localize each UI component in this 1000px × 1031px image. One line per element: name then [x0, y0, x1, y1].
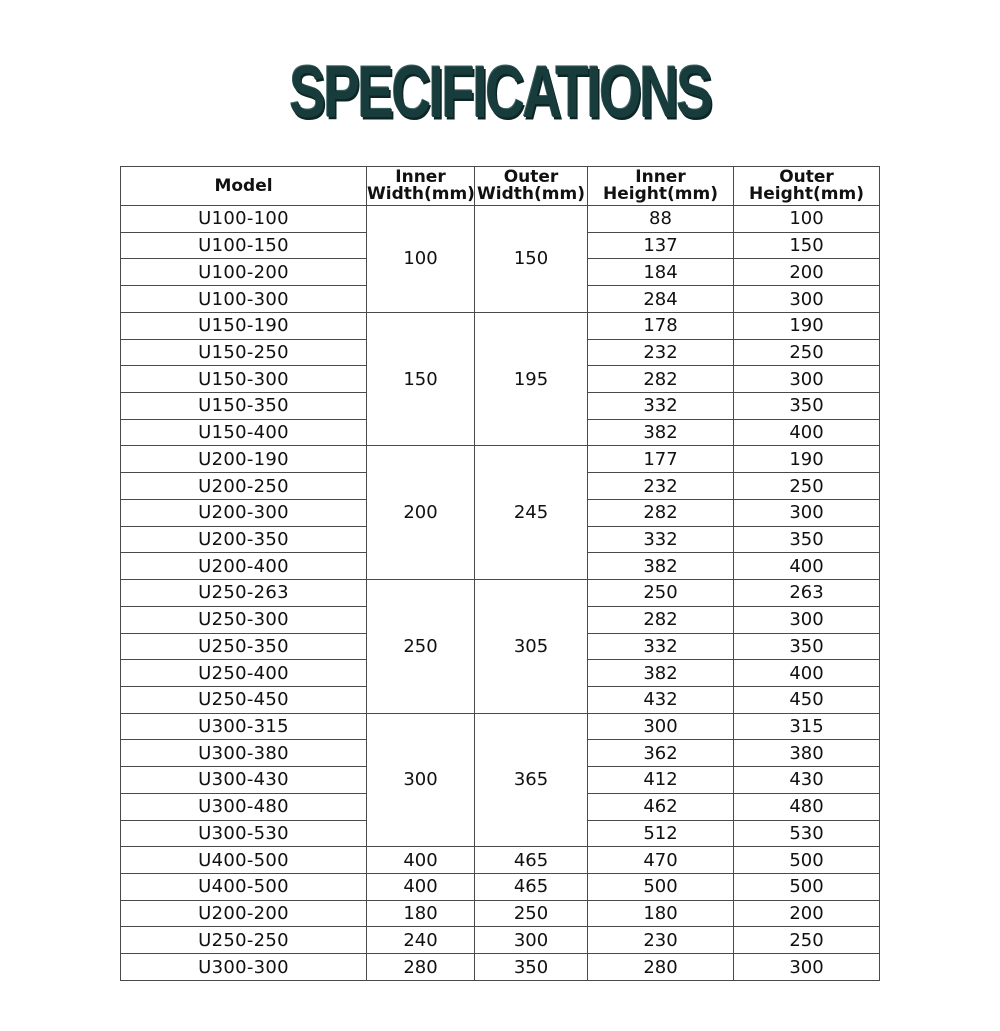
model-cell: U150-250	[121, 339, 367, 366]
outer-height-cell: 430	[734, 767, 880, 794]
inner-width-cell: 180	[367, 900, 475, 927]
table-row	[121, 713, 880, 740]
inner-height-cell: 300	[588, 713, 734, 740]
outer-height-cell: 380	[734, 740, 880, 767]
table-row	[121, 446, 880, 473]
inner-width-cell: 400	[367, 873, 475, 900]
outer-height-cell: 530	[734, 820, 880, 847]
outer-height-cell: 150	[734, 232, 880, 259]
model-cell: U200-350	[121, 526, 367, 553]
model-cell: U200-250	[121, 473, 367, 500]
table-row	[121, 206, 880, 233]
outer-height-cell: 100	[734, 206, 880, 233]
inner-width-cell: 240	[367, 927, 475, 954]
inner-height-cell: 230	[588, 927, 734, 954]
table-row	[121, 900, 880, 927]
outer-width-cell: 150	[475, 206, 588, 313]
model-cell: U250-263	[121, 580, 367, 607]
inner-height-cell: 462	[588, 793, 734, 820]
model-cell: U150-350	[121, 393, 367, 420]
outer-height-cell: 315	[734, 713, 880, 740]
outer-height-cell: 400	[734, 660, 880, 687]
inner-height-cell: 470	[588, 847, 734, 874]
inner-height-cell: 232	[588, 339, 734, 366]
outer-width-cell: 250	[475, 900, 588, 927]
page-title: SPECIFICATIONS	[289, 51, 711, 133]
inner-height-cell: 88	[588, 206, 734, 233]
outer-width-cell: 465	[475, 847, 588, 874]
inner-width-cell: 400	[367, 847, 475, 874]
outer-width-cell: 305	[475, 580, 588, 714]
outer-height-cell: 450	[734, 686, 880, 713]
inner-width-cell: 280	[367, 954, 475, 981]
inner-height-cell: 282	[588, 606, 734, 633]
inner-height-cell: 137	[588, 232, 734, 259]
outer-height-cell: 250	[734, 473, 880, 500]
table-row	[121, 847, 880, 874]
table-row	[121, 580, 880, 607]
model-cell: U400-500	[121, 847, 367, 874]
outer-height-cell: 250	[734, 927, 880, 954]
inner-height-cell: 177	[588, 446, 734, 473]
inner-width-cell: 200	[367, 446, 475, 580]
table-row	[121, 954, 880, 981]
model-cell: U250-450	[121, 686, 367, 713]
inner-height-cell: 282	[588, 366, 734, 393]
inner-height-cell: 412	[588, 767, 734, 794]
model-cell: U300-380	[121, 740, 367, 767]
outer-height-cell: 250	[734, 339, 880, 366]
outer-height-cell: 500	[734, 847, 880, 874]
inner-width-cell: 250	[367, 580, 475, 714]
model-cell: U300-480	[121, 793, 367, 820]
inner-width-cell: 100	[367, 206, 475, 313]
inner-height-cell: 432	[588, 686, 734, 713]
model-cell: U100-100	[121, 206, 367, 233]
header-outer-height: Outer Height(mm)	[734, 167, 880, 206]
outer-height-cell: 200	[734, 900, 880, 927]
inner-height-cell: 180	[588, 900, 734, 927]
model-cell: U300-430	[121, 767, 367, 794]
table-row	[121, 312, 880, 339]
outer-height-cell: 300	[734, 499, 880, 526]
outer-height-cell: 300	[734, 286, 880, 313]
outer-height-cell: 300	[734, 606, 880, 633]
model-cell: U300-530	[121, 820, 367, 847]
inner-height-cell: 382	[588, 553, 734, 580]
outer-height-cell: 500	[734, 873, 880, 900]
outer-width-cell: 365	[475, 713, 588, 847]
specifications-table	[120, 166, 880, 981]
model-cell: U300-300	[121, 954, 367, 981]
inner-height-cell: 178	[588, 312, 734, 339]
model-cell: U200-200	[121, 900, 367, 927]
header-model: Model	[121, 167, 367, 206]
outer-height-cell: 263	[734, 580, 880, 607]
inner-height-cell: 382	[588, 419, 734, 446]
outer-height-cell: 350	[734, 393, 880, 420]
inner-height-cell: 362	[588, 740, 734, 767]
model-cell: U250-400	[121, 660, 367, 687]
model-cell: U200-400	[121, 553, 367, 580]
outer-width-cell: 350	[475, 954, 588, 981]
table-row	[121, 927, 880, 954]
outer-width-cell: 465	[475, 873, 588, 900]
inner-height-cell: 250	[588, 580, 734, 607]
outer-width-cell: 195	[475, 312, 588, 446]
outer-width-cell: 245	[475, 446, 588, 580]
outer-height-cell: 190	[734, 312, 880, 339]
header-inner-height: Inner Height(mm)	[588, 167, 734, 206]
inner-height-cell: 232	[588, 473, 734, 500]
inner-width-cell: 150	[367, 312, 475, 446]
table-header-row	[121, 167, 880, 206]
model-cell: U250-250	[121, 927, 367, 954]
outer-height-cell: 400	[734, 419, 880, 446]
inner-height-cell: 284	[588, 286, 734, 313]
outer-height-cell: 300	[734, 954, 880, 981]
inner-height-cell: 332	[588, 393, 734, 420]
model-cell: U150-190	[121, 312, 367, 339]
outer-width-cell: 300	[475, 927, 588, 954]
outer-height-cell: 200	[734, 259, 880, 286]
model-cell: U150-400	[121, 419, 367, 446]
inner-height-cell: 332	[588, 633, 734, 660]
inner-height-cell: 282	[588, 499, 734, 526]
model-cell: U400-500	[121, 873, 367, 900]
outer-height-cell: 190	[734, 446, 880, 473]
inner-height-cell: 500	[588, 873, 734, 900]
model-cell: U300-315	[121, 713, 367, 740]
inner-height-cell: 332	[588, 526, 734, 553]
table-row	[121, 873, 880, 900]
inner-width-cell: 300	[367, 713, 475, 847]
outer-height-cell: 350	[734, 526, 880, 553]
inner-height-cell: 382	[588, 660, 734, 687]
header-inner-width: Inner Width(mm)	[367, 167, 475, 204]
model-cell: U100-150	[121, 232, 367, 259]
outer-height-cell: 400	[734, 553, 880, 580]
inner-height-cell: 280	[588, 954, 734, 981]
outer-height-cell: 300	[734, 366, 880, 393]
model-cell: U200-190	[121, 446, 367, 473]
model-cell: U150-300	[121, 366, 367, 393]
model-cell: U250-300	[121, 606, 367, 633]
header-outer-width: Outer Width(mm)	[475, 167, 588, 206]
inner-height-cell: 512	[588, 820, 734, 847]
model-cell: U100-300	[121, 286, 367, 313]
model-cell: U100-200	[121, 259, 367, 286]
model-cell: U200-300	[121, 499, 367, 526]
table-body	[121, 206, 880, 981]
model-cell: U250-350	[121, 633, 367, 660]
inner-height-cell: 184	[588, 259, 734, 286]
outer-height-cell: 480	[734, 793, 880, 820]
outer-height-cell: 350	[734, 633, 880, 660]
